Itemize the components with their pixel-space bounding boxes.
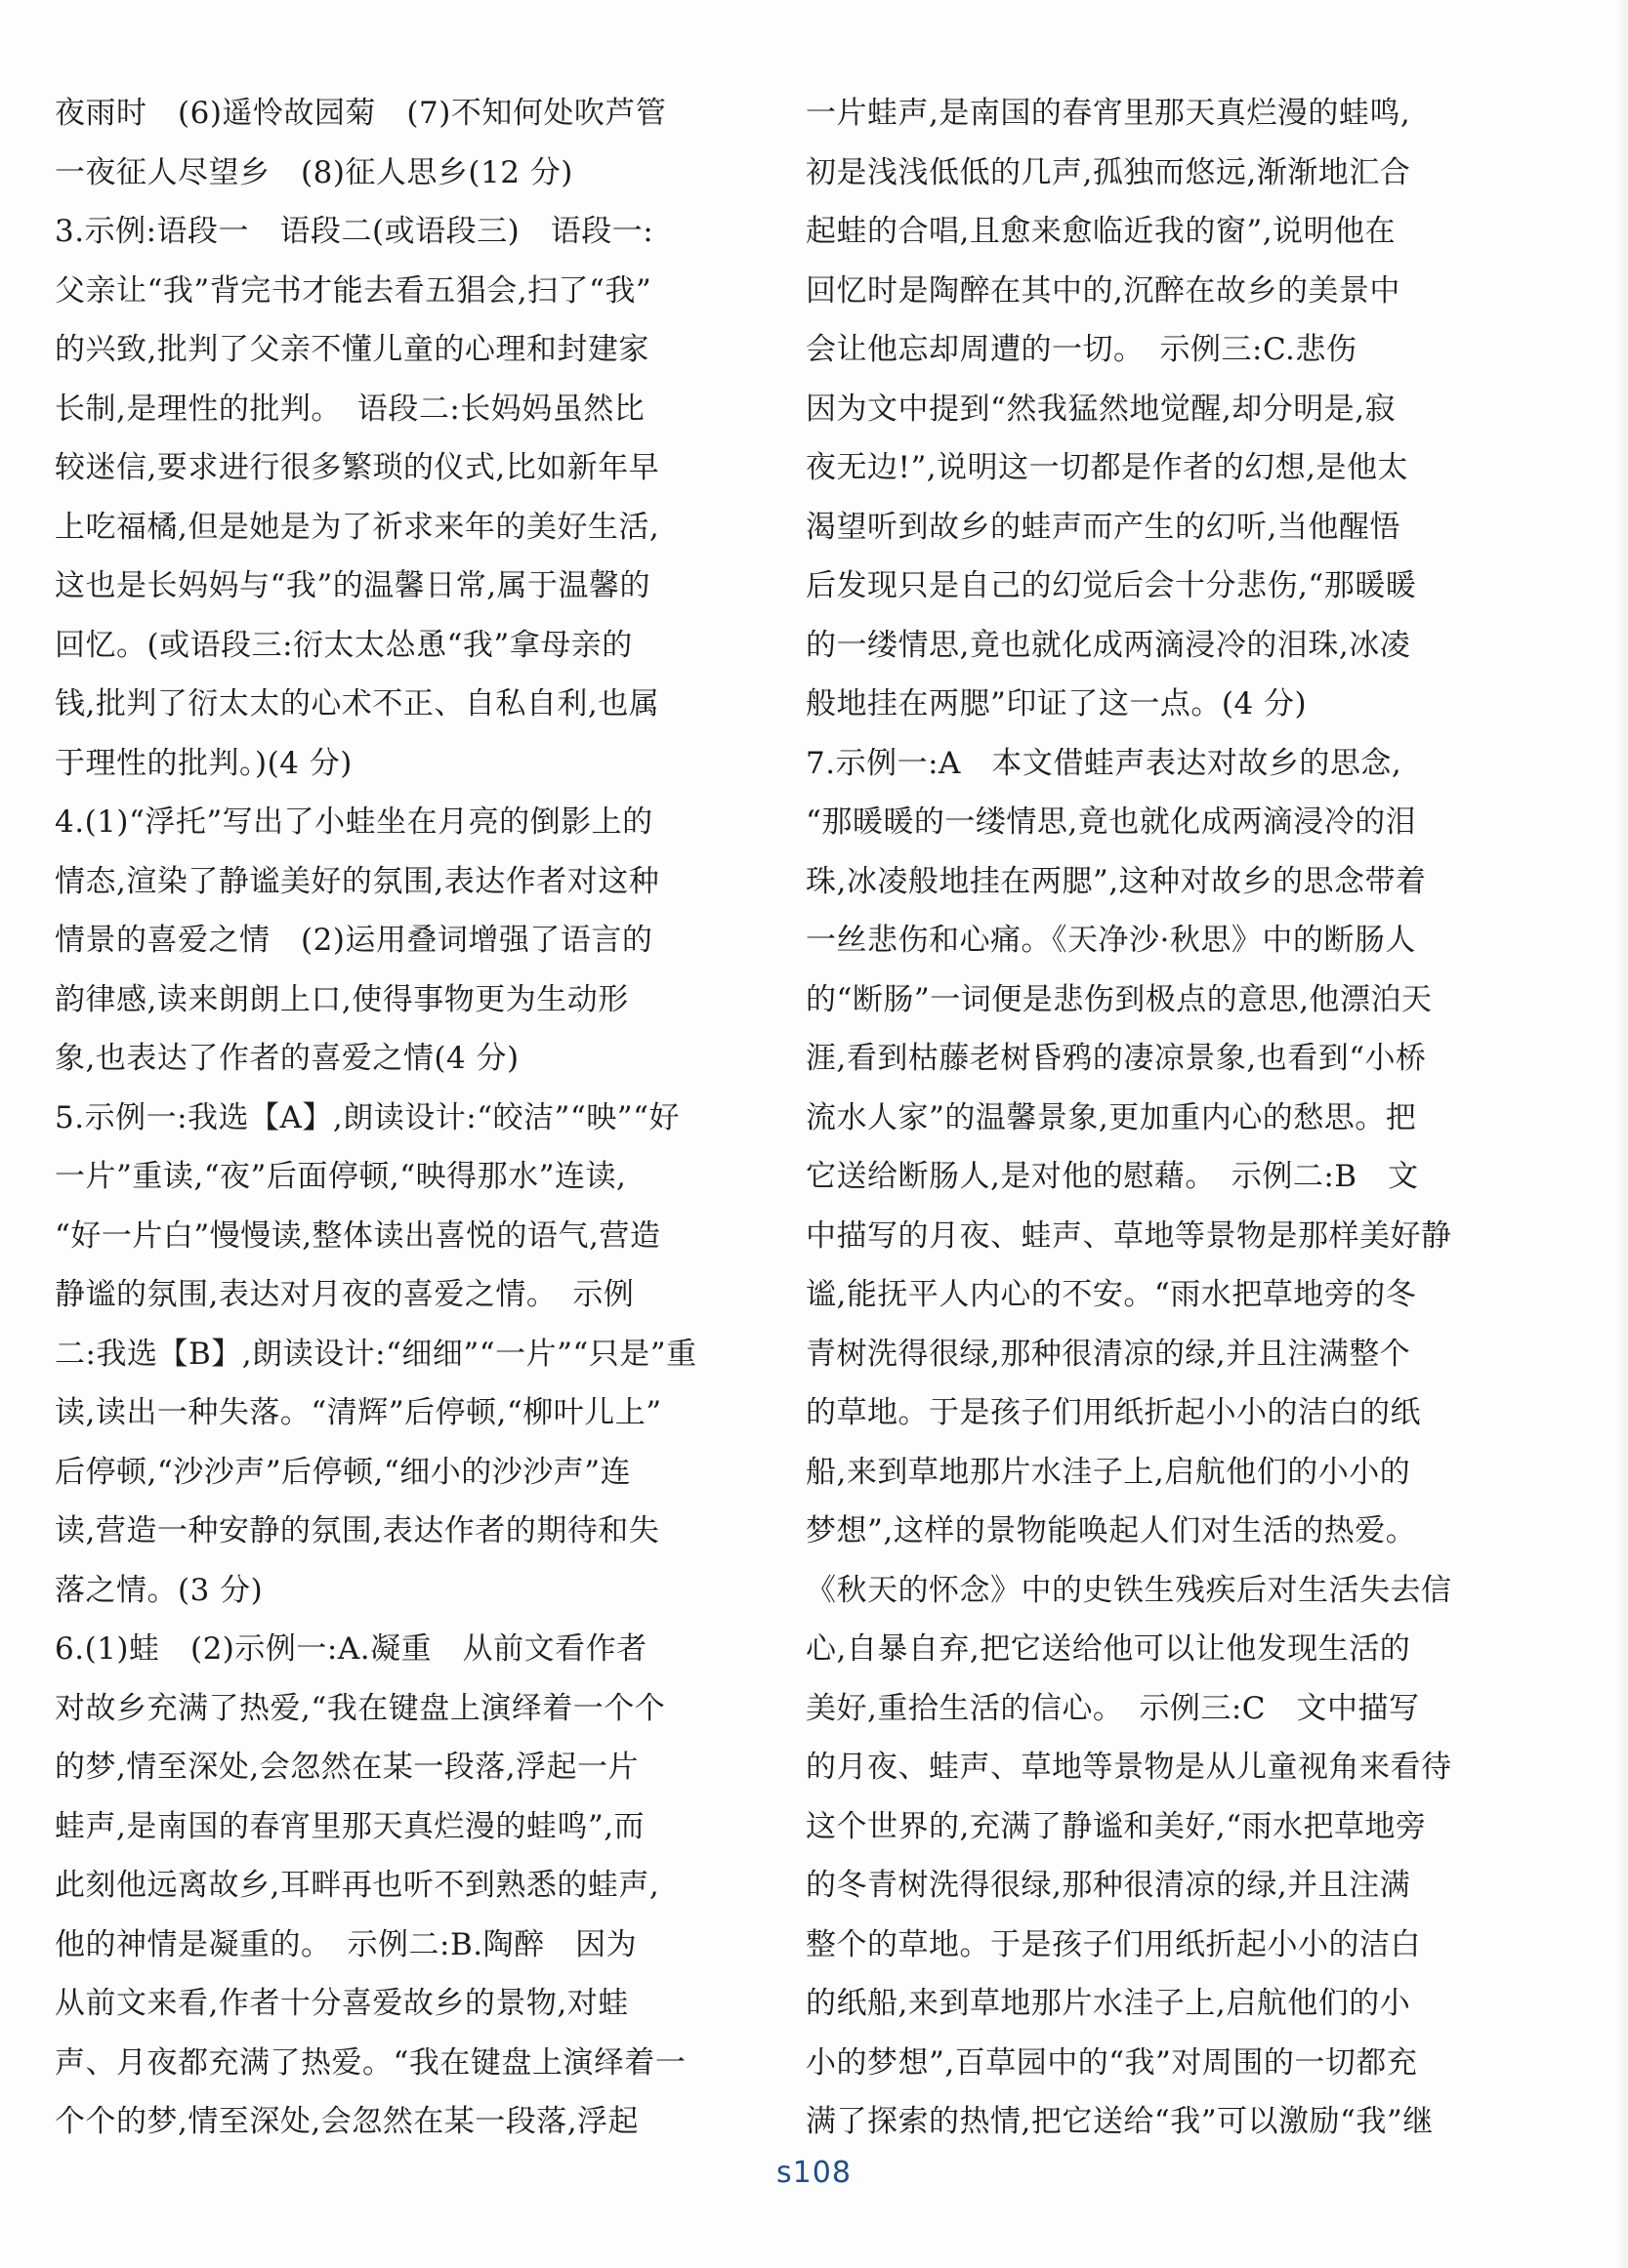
text-line: 一夜征人尽望乡 (8)征人思乡(12 分) bbox=[55, 154, 573, 190]
text-line: 会让他忘却周遭的一切。 示例三:C.悲伤 bbox=[806, 332, 1357, 367]
text-line: 一片”重读,“夜”后面停顿,“映得那水”连读, bbox=[55, 1159, 627, 1194]
text-line: 流水人家”的温馨景象,更加重内心的愁思。把 bbox=[806, 1099, 1417, 1135]
text-line: 《秋天的怀念》中的史铁生残疾后对生活失去信 bbox=[806, 1572, 1452, 1608]
text-line: 青树洗得很绿,那种很清凉的绿,并且注满整个 bbox=[806, 1336, 1411, 1372]
text-line: 他的神情是凝重的。 示例二:B.陶醉 因为 bbox=[55, 1926, 638, 1962]
text-line: 整个的草地。于是孩子们用纸折起小小的洁白 bbox=[806, 1926, 1421, 1962]
text-line: 此刻他远离故乡,耳畔再也听不到熟悉的蛙声, bbox=[55, 1868, 660, 1903]
text-line: 长制,是理性的批判。 语段二:长妈妈虽然比 bbox=[55, 391, 646, 427]
text-line: 的月夜、蛙声、草地等景物是从儿童视角来看待 bbox=[806, 1750, 1452, 1785]
text-line: 的纸船,来到草地那片水洼子上,启航他们的小 bbox=[806, 1986, 1411, 2021]
text-line: “好一片白”慢慢读,整体读出喜悦的语气,营造 bbox=[55, 1217, 661, 1254]
text-line: 静谧的氛围,表达对月夜的喜爱之情。 示例 bbox=[55, 1277, 635, 1312]
text-line: 较迷信,要求进行很多繁琐的仪式,比如新年早 bbox=[55, 450, 660, 485]
text-line: 个个的梦,情至深处,会忽然在某一段落,浮起 bbox=[55, 2104, 640, 2139]
text-line: 起蛙的合唱,且愈来愈临近我的窗”,说明他在 bbox=[806, 214, 1397, 249]
text-line: 象,也表达了作者的喜爱之情(4 分) bbox=[55, 1041, 520, 1076]
text-line: 情态,渲染了静谧美好的氛围,表达作者对这种 bbox=[55, 863, 660, 899]
text-line: 韵律感,读来朗朗上口,使得事物更为生动形 bbox=[55, 981, 629, 1017]
text-line: 6.(1)蛙 (2)示例一:A.凝重 从前文看作者 bbox=[55, 1631, 647, 1667]
text-line: 因为文中提到“然我猛然地觉醒,却分明是,寂 bbox=[806, 391, 1397, 427]
text-line: 后停顿,“沙沙声”后停顿,“细小的沙沙声”连 bbox=[55, 1454, 632, 1490]
text-line: 小的梦想”,百草园中的“我”对周围的一切都充 bbox=[806, 2044, 1418, 2081]
text-line: 初是浅浅低低的几声,孤独而悠远,渐渐地汇合 bbox=[806, 154, 1411, 190]
text-line: “那暖暖的一缕情思,竟也就化成两滴浸冷的泪 bbox=[806, 804, 1417, 840]
text-line: 4.(1)“浮托”写出了小蛙坐在月亮的倒影上的 bbox=[55, 804, 653, 840]
text-line: 的草地。于是孩子们用纸折起小小的洁白的纸 bbox=[806, 1395, 1421, 1430]
text-line: 父亲让“我”背完书才能去看五猖会,扫了“我” bbox=[55, 272, 652, 309]
text-line: 珠,冰凌般地挂在两腮”,这种对故乡的思念带着 bbox=[806, 863, 1427, 899]
text-line: 上吃福橘,但是她是为了祈求来年的美好生活, bbox=[55, 509, 660, 545]
text-line: 蛙声,是南国的春宵里那天真烂漫的蛙鸣”,而 bbox=[55, 1808, 646, 1844]
page-number: s108 bbox=[776, 2156, 852, 2190]
text-line: 这个世界的,充满了静谧和美好,“雨水把草地旁 bbox=[806, 1808, 1427, 1844]
text-line: 一丝悲伤和心痛。《天净沙·秋思》中的断肠人 bbox=[806, 923, 1416, 958]
scan-edge-shadow bbox=[1614, 0, 1628, 2268]
text-line: 读,读出一种失落。“清辉”后停顿,“柳叶儿上” bbox=[55, 1395, 662, 1430]
text-line: 落之情。(3 分) bbox=[55, 1572, 264, 1608]
text-line: 的“断肠”一词便是悲伤到极点的意思,他漂泊天 bbox=[806, 981, 1433, 1017]
text-line: 般地挂在两腮”印证了这一点。(4 分) bbox=[806, 686, 1308, 722]
text-line: 船,来到草地那片水洼子上,启航他们的小小的 bbox=[806, 1454, 1411, 1490]
text-line: 钱,批判了衍太太的心术不正、自私自利,也属 bbox=[55, 686, 660, 722]
text-line: 满了探索的热情,把它送给“我”可以激励“我”继 bbox=[806, 2104, 1434, 2139]
text-line: 美好,重拾生活的信心。 示例三:C 文中描写 bbox=[806, 1690, 1420, 1726]
text-line: 声、月夜都充满了热爱。“我在键盘上演绎着一 bbox=[55, 2044, 687, 2081]
text-line: 渴望听到故乡的蛙声而产生的幻听,当他醒悟 bbox=[806, 509, 1400, 545]
text-line: 的兴致,批判了父亲不懂儿童的心理和封建家 bbox=[55, 332, 649, 367]
text-line: 二:我选【B】,朗读设计:“细细”“一片”“只是”重 bbox=[55, 1336, 697, 1372]
text-line: 涯,看到枯藤老树昏鸦的凄凉景象,也看到“小桥 bbox=[806, 1041, 1427, 1076]
text-line: 心,自暴自弃,把它送给他可以让他发现生活的 bbox=[806, 1631, 1411, 1667]
text-line: 回忆时是陶醉在其中的,沉醉在故乡的美景中 bbox=[806, 272, 1400, 309]
text-line: 这也是长妈妈与“我”的温馨日常,属于温馨的 bbox=[55, 568, 651, 603]
text-line: 梦想”,这样的景物能唤起人们对生活的热爱。 bbox=[806, 1513, 1417, 1548]
text-line: 中描写的月夜、蛙声、草地等景物是那样美好静 bbox=[806, 1217, 1452, 1254]
text-line: 的一缕情思,竟也就化成两滴浸冷的泪珠,冰凌 bbox=[806, 627, 1411, 663]
text-line: 回忆。(或语段三:衍太太怂恿“我”拿母亲的 bbox=[55, 627, 633, 663]
text-line: 读,营造一种安静的氛围,表达作者的期待和失 bbox=[55, 1513, 660, 1548]
text-line: 谧,能抚平人内心的不安。“雨水把草地旁的冬 bbox=[806, 1277, 1417, 1312]
text-line: 对故乡充满了热爱,“我在键盘上演绎着一个个 bbox=[55, 1690, 666, 1726]
text-line: 的梦,情至深处,会忽然在某一段落,浮起一片 bbox=[55, 1750, 640, 1785]
text-line: 情景的喜爱之情 (2)运用叠词增强了语言的 bbox=[55, 923, 653, 958]
text-line: 从前文来看,作者十分喜爱故乡的景物,对蛙 bbox=[55, 1986, 629, 2021]
text-line: 后发现只是自己的幻觉后会十分悲伤,“那暖暖 bbox=[806, 568, 1417, 603]
left-column bbox=[55, 84, 729, 2152]
text-line: 于理性的批判。)(4 分) bbox=[55, 745, 353, 781]
text-line: 7.示例一:A 本文借蛙声表达对故乡的思念, bbox=[806, 745, 1402, 781]
text-line: 3.示例:语段一 语段二(或语段三) 语段一: bbox=[55, 214, 654, 249]
text-line: 一片蛙声,是南国的春宵里那天真烂漫的蛙鸣, bbox=[806, 96, 1411, 131]
text-line: 夜雨时 (6)遥怜故园菊 (7)不知何处吹芦管 bbox=[55, 96, 667, 131]
text-line: 的冬青树洗得很绿,那种很清凉的绿,并且注满 bbox=[806, 1868, 1411, 1903]
right-column bbox=[806, 84, 1480, 2152]
text-line: 5.示例一:我选【A】,朗读设计:“皎洁”“映”“好 bbox=[55, 1099, 680, 1135]
text-line: 夜无边!”,说明这一切都是作者的幻想,是他太 bbox=[806, 450, 1409, 485]
text-line: 它送给断肠人,是对他的慰藉。 示例二:B 文 bbox=[806, 1159, 1419, 1194]
